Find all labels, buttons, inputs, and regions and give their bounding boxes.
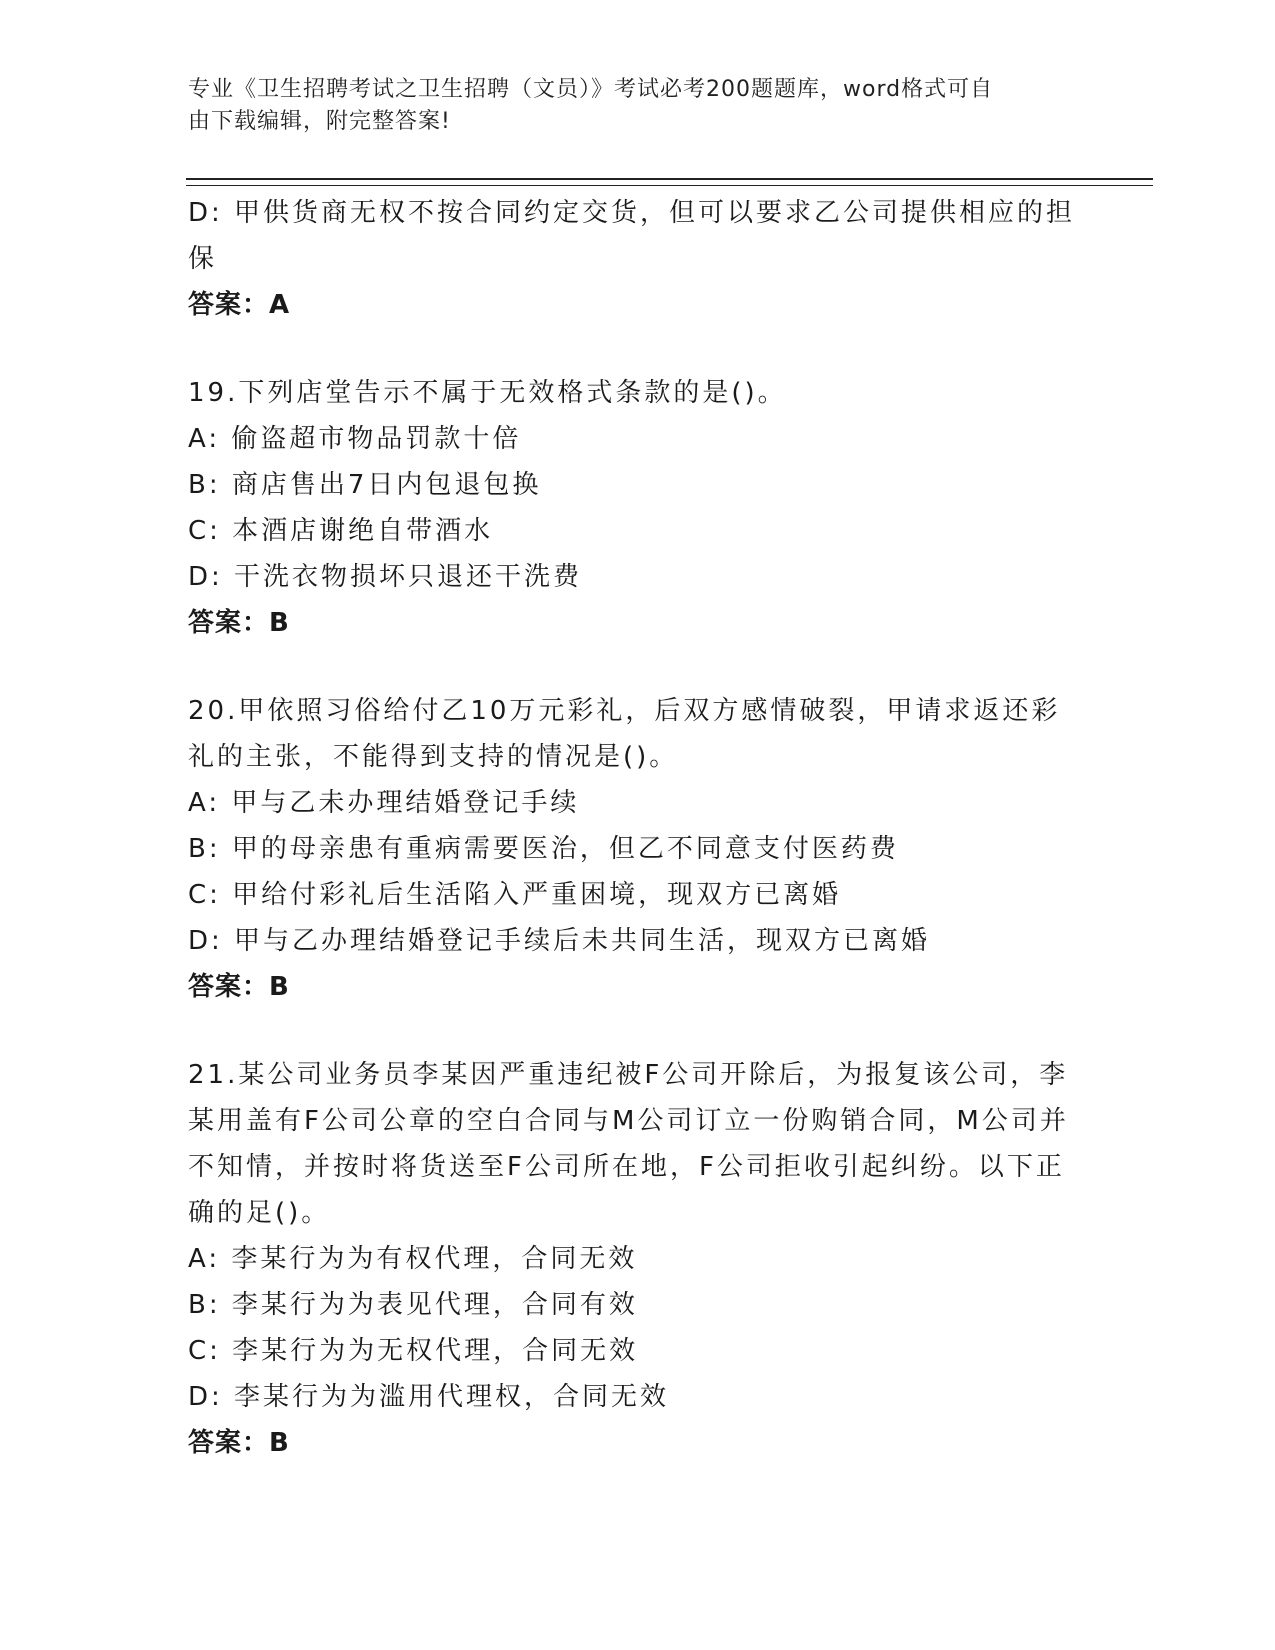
question-18-tail bbox=[188, 190, 1088, 328]
document-header bbox=[188, 74, 1068, 138]
answer: 答案：B bbox=[188, 608, 290, 638]
header-line-2: 由下载编辑，附完整答案! bbox=[188, 109, 451, 134]
option-a: A: 偷盗超市物品罚款十倍 bbox=[188, 424, 522, 454]
header-line-1: 专业《卫生招聘考试之卫生招聘（文员）》考试必考200题题库，word格式可自 bbox=[188, 77, 994, 102]
option-c: C: 甲给付彩礼后生活陷入严重困境，现双方已离婚 bbox=[188, 880, 842, 910]
spacer bbox=[188, 646, 1088, 688]
question-list bbox=[188, 190, 1088, 1466]
question-21 bbox=[188, 1052, 1088, 1466]
answer: 答案：B bbox=[188, 1428, 290, 1458]
option-c: C: 本酒店谢绝自带酒水 bbox=[188, 516, 494, 546]
question-20 bbox=[188, 688, 1088, 1010]
option-b: B: 甲的母亲患有重病需要医治，但乙不同意支付医药费 bbox=[188, 834, 899, 864]
question-stem-continued: 确的足()。 bbox=[188, 1198, 331, 1228]
question-stem: 20.甲依照习俗给付乙10万元彩礼，后双方感情破裂，甲请求返还彩 bbox=[188, 696, 1061, 726]
question-stem-continued: 不知情，并按时将货送至F公司所在地，F公司拒收引起纠纷。以下正 bbox=[188, 1152, 1065, 1182]
question-19 bbox=[188, 370, 1088, 646]
option-a: A: 李某行为为有权代理，合同无效 bbox=[188, 1244, 638, 1274]
question-stem: 19.下列店堂告示不属于无效格式条款的是()。 bbox=[188, 378, 787, 408]
answer: 答案：B bbox=[188, 972, 290, 1002]
option-d: D: 甲供货商无权不按合同约定交货，但可以要求乙公司提供相应的担 bbox=[188, 198, 1076, 228]
question-stem: 21.某公司业务员李某因严重违纪被F公司开除后，为报复该公司，李 bbox=[188, 1060, 1069, 1090]
option-d: D: 李某行为为滥用代理权，合同无效 bbox=[188, 1382, 670, 1412]
option-d-continued: 保 bbox=[188, 244, 218, 274]
spacer bbox=[188, 1010, 1088, 1052]
option-c: C: 李某行为为无权代理，合同无效 bbox=[188, 1336, 639, 1366]
question-stem-continued: 某用盖有F公司公章的空白合同与M公司订立一份购销合同，M公司并 bbox=[188, 1106, 1069, 1136]
option-a: A: 甲与乙未办理结婚登记手续 bbox=[188, 788, 580, 818]
option-b: B: 李某行为为表见代理，合同有效 bbox=[188, 1290, 638, 1320]
option-b: B: 商店售出7日内包退包换 bbox=[188, 470, 542, 500]
spacer bbox=[188, 328, 1088, 370]
answer: 答案：A bbox=[188, 290, 291, 320]
option-d: D: 干洗衣物损坏只退还干洗费 bbox=[188, 562, 583, 592]
header-divider bbox=[186, 178, 1153, 186]
question-stem-continued: 礼的主张，不能得到支持的情况是()。 bbox=[188, 742, 679, 772]
option-d: D: 甲与乙办理结婚登记手续后未共同生活，现双方已离婚 bbox=[188, 926, 931, 956]
